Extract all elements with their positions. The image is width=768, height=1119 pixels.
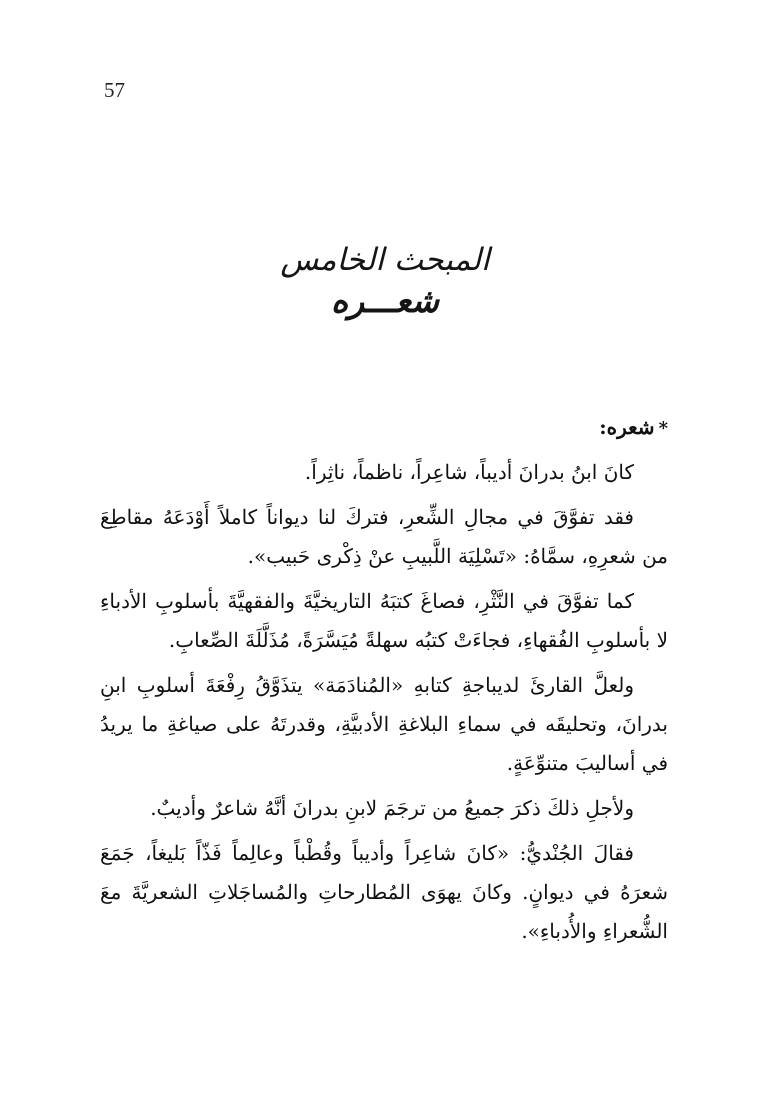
chapter-heading	[240, 238, 530, 324]
paragraph: ولأجلِ ذلكَ ذكرَ جميعُ من ترجَمَ لابنِ بدرانَ أنَّهُ شاعرٌ وأديبٌ.	[150, 796, 634, 820]
asterisk-icon: *	[658, 418, 668, 439]
paragraph: فقالَ الجُنْديُّ: «كانَ شاعِراً وأديباً وقُطْباً وعالِماً فَذّاً بَليغاً، جَمَعَ شعرَهُ في ديوانٍ. وكانَ يهوَى المُطارحاتِ والمُساجَلاتِ الشعريَّةَ معَ الشُّعراءِ والأُدباءِ».	[100, 841, 668, 943]
page-body	[100, 408, 668, 957]
paragraph: كانَ ابنُ بدرانَ أديباً، شاعِراً، ناظماً، ناثِراً.	[304, 460, 634, 484]
chapter-title: المبحث الخامس	[280, 242, 490, 278]
section-heading-text: شعره:	[599, 415, 655, 439]
paragraph: كما تفوَّقَ في النَّثْرِ، فصاغَ كتبَهُ التاريخيَّةَ والفقهيَّةَ بأسلوبِ الأدباءِ لا بأسلوبِ الفُقهاءِ، فجاءَتْ كتبُه سهلةً مُيَسَّرَةً، مُذَلَّلَةَ الصِّعابِ.	[100, 589, 668, 652]
section-heading	[100, 408, 668, 448]
page-number: 57	[104, 78, 125, 102]
paragraph: فقد تفوَّقَ في مجالِ الشِّعرِ، فتركَ لنا ديواناً كاملاً أَوْدَعَهُ مقاطِعَ من شعرِهِ، سمَّاهُ: «تَسْلِيَة اللَّبيبِ عنْ ذِكْرى حَبيب».	[100, 505, 668, 568]
paragraph: ولعلَّ القارئَ لديباجةِ كتابهِ «المُنادَمَة» يتذَوَّقُ رِفْعَةَ أسلوبِ ابنِ بدرانَ، وتحليقَه في سماءِ البلاغةِ الأدبيَّةِ، وقدرتَهُ على صياغةِ ما يريدُ في أساليبَ متنوِّعَةٍ.	[100, 673, 668, 775]
chapter-subtitle: شعـــره	[330, 281, 440, 320]
